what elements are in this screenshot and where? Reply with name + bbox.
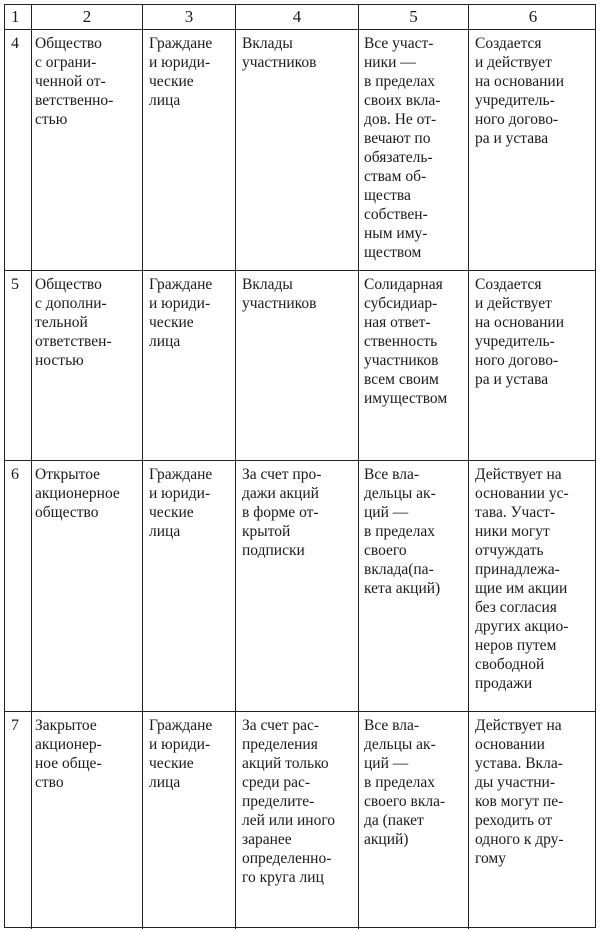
liability-cell: Солидарная субсидиар- ная ответ- ственность участников всем своим имуществом xyxy=(359,271,469,460)
header-col-5: 5 xyxy=(359,5,469,29)
header-col-6: 6 xyxy=(528,7,538,26)
liability-cell: Все вла- дельцы ак- ций — в пределах своего вклада(па- кета акций) xyxy=(359,461,469,711)
row-number: 4 xyxy=(5,30,32,270)
header-col-4: 4 xyxy=(236,5,359,29)
header-col-2: 2 xyxy=(32,5,143,29)
table-row xyxy=(5,30,595,271)
liability-cell: Все вла- дельцы ак- ций — в пределах своего вкла- да (пакет акций) xyxy=(359,712,469,929)
table-header-row xyxy=(5,5,595,30)
liability-cell: Все участ- ники — в пределах своих вкла- дов. Не от- вечают по обязатель- ствам об- щества собствен- ным иму- ществом xyxy=(359,30,469,270)
basis-cell: Действует на основании ус- тава. Участ- ники могут отчуждать принадлежа- щие им акции без согласия других акцио- неров путем свободной продажи xyxy=(475,466,569,692)
row-number: 7 xyxy=(5,712,32,929)
company-form-cell: Открытое акционерное общество xyxy=(32,461,143,711)
capital-cell: Вклады участников xyxy=(236,30,359,270)
row-number: 6 xyxy=(5,461,32,711)
table-row xyxy=(5,461,595,712)
row-number: 5 xyxy=(5,271,32,460)
basis-cell: Создается и действует на основании учредитель- ного догово- ра и устава xyxy=(475,35,564,147)
founders-cell: Граждане и юриди- ческие лица xyxy=(143,30,236,270)
basis-cell: Действует на основании устава. Вкла- ды участни- ков могут пе- реходить от одного к дру- гому xyxy=(475,717,564,867)
company-forms-table xyxy=(4,4,596,928)
company-form-cell: Закрытое акционер- ное обще- ство xyxy=(32,712,143,929)
founders-cell: Граждане и юриди- ческие лица xyxy=(143,461,236,711)
founders-cell: Граждане и юриди- ческие лица xyxy=(143,712,236,929)
company-form-cell: Общество с дополни- тельной ответствен- ностью xyxy=(32,271,143,460)
capital-cell: Вклады участников xyxy=(236,271,359,460)
founders-cell: Граждане и юриди- ческие лица xyxy=(143,271,236,460)
table-row xyxy=(5,271,595,461)
table-row xyxy=(5,712,595,929)
company-form-cell: Общество с ограни- ченной от- ветственно- стью xyxy=(32,30,143,270)
header-col-3: 3 xyxy=(143,5,236,29)
basis-cell: Создается и действует на основании учредитель- ного догово- ра и устава xyxy=(475,276,564,388)
capital-cell: За счет про- дажи акций в форме от- крытой подписки xyxy=(236,461,359,711)
header-col-1: 1 xyxy=(5,5,32,29)
capital-cell: За счет рас- пределения акций только среди рас- пределите- лей или иного заранее определенно- го круга лиц xyxy=(236,712,359,929)
